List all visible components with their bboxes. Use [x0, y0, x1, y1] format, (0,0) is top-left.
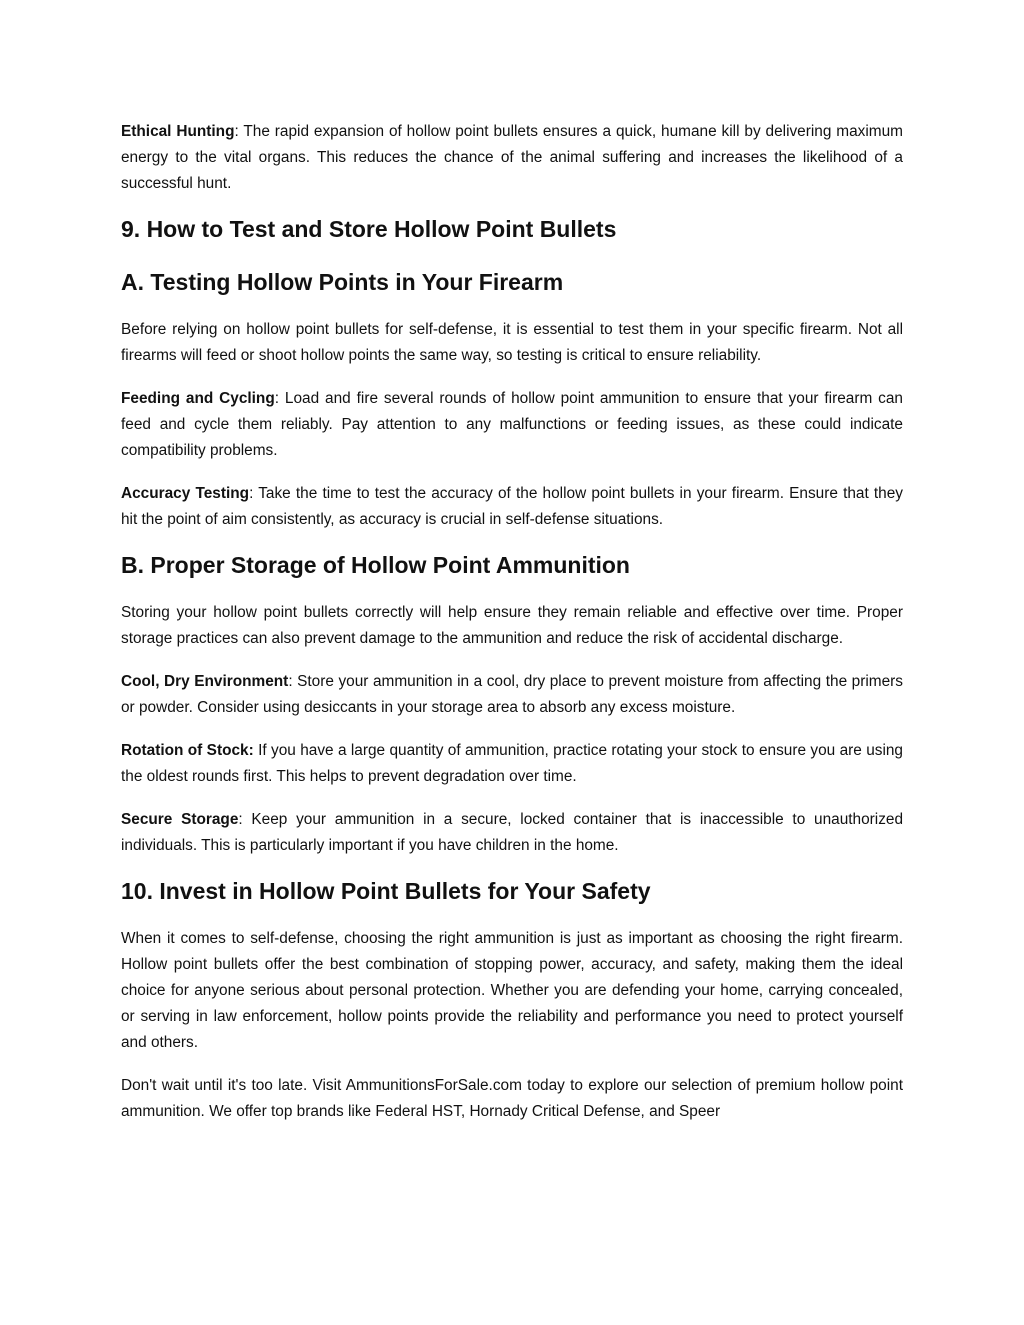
- paragraph-ethical-hunting: [121, 119, 903, 197]
- paragraph-feeding-cycling: [121, 386, 903, 464]
- paragraph-call-to-action: Don't wait until it's too late. Visit AmmunitionsForSale.com today to explore our selection of premium hollow point ammunition. We offer top brands like Federal HST, Hornady Critical Defense, and Speer: [121, 1077, 903, 1120]
- heading-invest-hollow-points: 10. Invest in Hollow Point Bullets for Your Safety: [121, 878, 651, 904]
- term-feeding-cycling: Feeding and Cycling: [121, 390, 275, 407]
- paragraph-text: : Keep your ammunition in a secure, locked container that is inaccessible to unauthorized individuals. This is particularly important if you have children in the home.: [121, 811, 904, 854]
- heading-test-and-store: 9. How to Test and Store Hollow Point Bullets: [121, 216, 617, 242]
- term-rotation-stock: Rotation of Stock:: [121, 742, 254, 759]
- paragraph-text: : Load and fire several rounds of hollow point ammunition to ensure that your firearm can feed and cycle them reliably. Pay attention to any malfunctions or feeding issues, as these could indicate compatibility problems.: [121, 390, 903, 459]
- paragraph-testing-intro: Before relying on hollow point bullets for self-defense, it is essential to test them in your specific firearm. Not all firearms will feed or shoot hollow points the same way, so testing is critical to ensure reliability.: [121, 321, 903, 364]
- paragraph-rotation-stock: [121, 738, 903, 790]
- term-ethical-hunting: Ethical Hunting: [121, 123, 235, 140]
- term-secure-storage: Secure Storage: [121, 811, 239, 828]
- paragraph-accuracy-testing: [121, 481, 903, 533]
- paragraph-self-defense: When it comes to self-defense, choosing the right ammunition is just as important as choosing the right firearm. Hollow point bullets offer the best combination of stopping power, accuracy, and safety, making them the ideal choice for anyone serious about personal protection. Whether you are defending your home, carrying concealed, or serving in law enforcement, hollow points provide the reliability and performance you need to protect yourself and others.: [121, 930, 903, 1051]
- paragraph-text: : The rapid expansion of hollow point bullets ensures a quick, humane kill by delivering maximum energy to the vital organs. This reduces the chance of the animal suffering and increases the likelihood of a successful hunt.: [121, 123, 903, 192]
- paragraph-cool-dry: [121, 669, 903, 721]
- paragraph-text: : Take the time to test the accuracy of the hollow point bullets in your firearm. Ensure that they hit the point of aim consistently, as accuracy is crucial in self-defense situations.: [121, 485, 903, 528]
- term-accuracy-testing: Accuracy Testing: [121, 485, 250, 502]
- heading-testing-hollow-points: A. Testing Hollow Points in Your Firearm: [121, 269, 564, 295]
- paragraph-text: : Store your ammunition in a cool, dry place to prevent moisture from affecting the primers or powder. Consider using desiccants in your storage area to absorb any excess moisture.: [121, 673, 903, 716]
- term-cool-dry: Cool, Dry Environment: [121, 673, 289, 690]
- heading-proper-storage: B. Proper Storage of Hollow Point Ammunition: [121, 552, 630, 578]
- document-page: [121, 119, 903, 1125]
- paragraph-text: If you have a large quantity of ammunition, practice rotating your stock to ensure you are using the oldest rounds first. This helps to prevent degradation over time.: [121, 742, 903, 785]
- paragraph-call-to-action-wrapper: [121, 1073, 903, 1125]
- paragraph-secure-storage: [121, 807, 903, 859]
- paragraph-storage-intro: Storing your hollow point bullets correctly will help ensure they remain reliable and effective over time. Proper storage practices can also prevent damage to the ammunition and reduce the risk of accidental discharge.: [121, 604, 903, 647]
